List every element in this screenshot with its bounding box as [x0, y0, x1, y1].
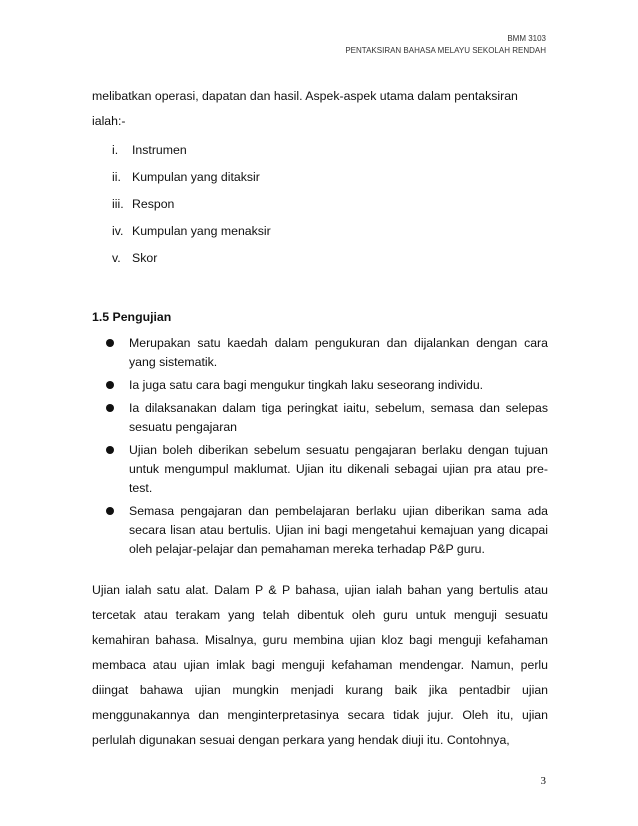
aspects-list: [92, 138, 548, 271]
bullet-dot-icon: [106, 404, 114, 412]
bullet-item: [92, 502, 548, 559]
bullet-dot-icon: [106, 507, 114, 515]
page-header: [345, 33, 546, 57]
course-title: PENTAKSIRAN BAHASA MELAYU SEKOLAH RENDAH: [345, 46, 546, 55]
bullet-text: Ujian boleh diberikan sebelum sesuatu pengajaran berlaku dengan tujuan untuk mengumpul maklumat. Ujian itu dikenali sebagai ujian pra atau pre-test.: [129, 443, 548, 495]
intro-line-2: ialah:-: [92, 114, 126, 128]
closing-paragraph: Ujian ialah satu alat. Dalam P & P bahasa, ujian ialah bahan yang bertulis atau tercetak atau terakam yang telah dibentuk oleh guru untuk menguji sesuatu kemahiran bahasa. Misalnya, guru membina ujian kloz bagi menguji kefahaman membaca atau ujian imlak bagi menguji kefahaman mendengar. Namun, perlu diingat bahawa ujian mungkin menjadi kurang baik jika pentadbir ujian menggunakannya dan menginterpretasinya secara tidak jujur. Oleh itu, ujian perlulah digunakan sesuai dengan perkara yang hendak diuji itu. Contohnya,: [92, 583, 548, 747]
bullet-dot-icon: [106, 381, 114, 389]
section-heading: 1.5 Pengujian: [92, 310, 172, 324]
list-number: iv.: [112, 224, 124, 238]
list-item: [92, 192, 548, 217]
intro-line-1: melibatkan operasi, dapatan dan hasil. Aspek-aspek utama dalam pentaksiran: [92, 89, 518, 103]
bullet-list: [92, 334, 548, 559]
bullet-item: [92, 376, 548, 395]
bullet-item: [92, 441, 548, 498]
bullet-dot-icon: [106, 339, 114, 347]
list-text: Skor: [132, 251, 158, 265]
list-text: Kumpulan yang menaksir: [132, 224, 271, 238]
list-number: v.: [112, 251, 121, 265]
list-number: i.: [112, 143, 119, 157]
bullet-text: Semasa pengajaran dan pembelajaran berlaku ujian diberikan sama ada secara lisan atau bertulis. Ujian ini bagi mengetahui kemajuan yang dicapai oleh pelajar-pelajar dan pemahaman mereka terhadap P&P guru.: [129, 504, 548, 556]
bullet-text: Merupakan satu kaedah dalam pengukuran dan dijalankan dengan cara yang sistematik.: [129, 336, 548, 369]
bullet-text: Ia dilaksanakan dalam tiga peringkat iaitu, sebelum, semasa dan selepas sesuatu pengajaran: [129, 401, 548, 434]
page-body: [92, 84, 548, 753]
page-number: 3: [540, 775, 546, 787]
list-number: ii.: [112, 170, 121, 184]
course-code: BMM 3103: [507, 34, 546, 43]
list-item: [92, 219, 548, 244]
list-number: iii.: [112, 197, 124, 211]
list-item: [92, 246, 548, 271]
bullet-text: Ia juga satu cara bagi mengukur tingkah laku seseorang individu.: [129, 378, 484, 392]
bullet-item: [92, 334, 548, 372]
list-text: Respon: [132, 197, 175, 211]
list-item: [92, 165, 548, 190]
list-text: Kumpulan yang ditaksir: [132, 170, 260, 184]
list-text: Instrumen: [132, 143, 187, 157]
bullet-dot-icon: [106, 446, 114, 454]
bullet-item: [92, 399, 548, 437]
list-item: [92, 138, 548, 163]
